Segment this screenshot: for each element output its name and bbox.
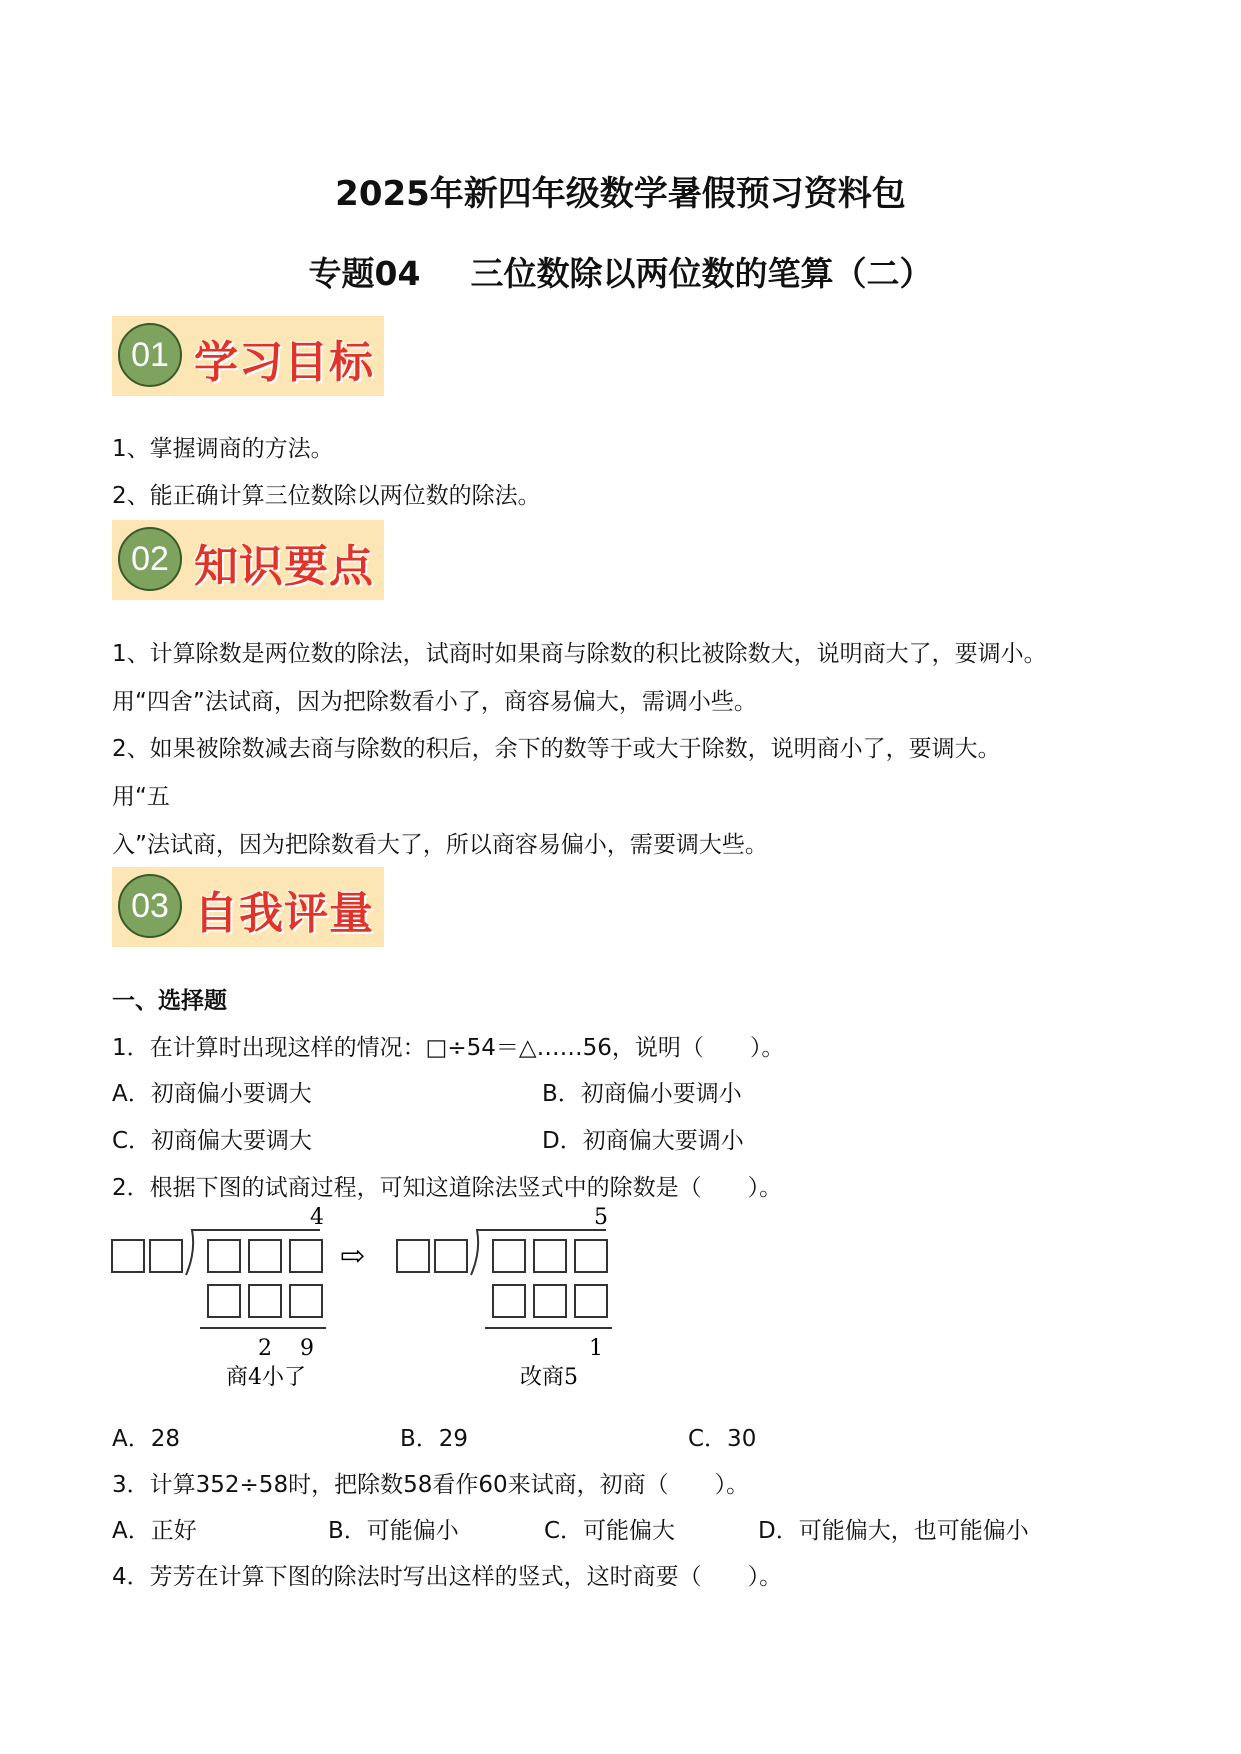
left-division <box>112 1205 326 1390</box>
dividend-box <box>290 1240 322 1272</box>
product-box <box>208 1285 240 1317</box>
section-banner-objectives <box>112 316 384 396</box>
division-bracket <box>471 1230 606 1275</box>
section-title: 自我评量 <box>194 888 374 939</box>
remainder-digit: 9 <box>300 1336 314 1361</box>
main-title: 2025年新四年级数学暑假预习资料包 <box>335 174 906 214</box>
section-number-badge: 03 <box>118 874 182 938</box>
dividend-box <box>575 1240 607 1272</box>
q2-option-a[interactable]: A．28 <box>112 1426 181 1452</box>
question-3-stem: 3．计算352÷58时，把除数58看作60来试商，初商（ ）。 <box>112 1472 750 1498</box>
divisor-box <box>397 1240 429 1272</box>
dividend-box <box>493 1240 525 1272</box>
divisor-box <box>435 1240 467 1272</box>
knowledge-line: 用“五 <box>112 784 170 810</box>
question-1-stem: 1．在计算时出现这样的情况：□÷54＝△……56，说明（ ）。 <box>112 1035 785 1061</box>
right-division <box>397 1205 612 1390</box>
q3-option-a[interactable]: A．正好 <box>112 1518 197 1544</box>
quotient-digit: 4 <box>310 1205 324 1230</box>
q3-option-b[interactable]: B．可能偏小 <box>328 1518 459 1544</box>
q3-option-c[interactable]: C．可能偏大 <box>544 1518 676 1544</box>
dividend-box <box>208 1240 240 1272</box>
product-box <box>493 1285 525 1317</box>
knowledge-line: 2、如果被除数减去商与除数的积后，余下的数等于或大于除数，说明商小了，要调大。 <box>112 736 1001 762</box>
q2-option-c[interactable]: C．30 <box>688 1426 757 1452</box>
q1-option-c[interactable]: C．初商偏大要调大 <box>112 1128 313 1154</box>
section-title: 知识要点 <box>194 541 374 592</box>
product-box <box>290 1285 322 1317</box>
section-number-badge: 02 <box>118 527 182 591</box>
objective-item: 2、能正确计算三位数除以两位数的除法。 <box>112 483 541 509</box>
section-title: 学习目标 <box>194 337 374 388</box>
division-trial-figure <box>100 1200 660 1400</box>
knowledge-line: 用“四舍”法试商，因为把除数看小了，商容易偏大，需调小些。 <box>112 689 757 715</box>
topic-title <box>0 248 1241 295</box>
part-title: 一、选择题 <box>112 988 227 1014</box>
knowledge-line: 1、计算除数是两位数的除法，试商时如果商与除数的积比被除数大，说明商大了，要调小。 <box>112 641 1047 667</box>
product-box <box>249 1285 281 1317</box>
left-caption: 商4小了 <box>226 1365 306 1390</box>
dividend-box <box>249 1240 281 1272</box>
topic-name: 三位数除以两位数的笔算（二） <box>470 254 933 293</box>
q1-option-b[interactable]: B．初商偏小要调小 <box>542 1081 742 1107</box>
section-banner-self-assessment <box>112 867 384 947</box>
transform-arrow-icon: ⇨ <box>340 1239 366 1274</box>
question-2-stem: 2．根据下图的试商过程，可知这道除法竖式中的除数是（ ）。 <box>112 1175 783 1201</box>
divisor-box <box>150 1240 182 1272</box>
product-box <box>575 1285 607 1317</box>
remainder-digit: 1 <box>589 1336 603 1361</box>
question-4-stem: 4．芳芳在计算下图的除法时写出这样的竖式，这时商要（ ）。 <box>112 1564 783 1590</box>
right-caption: 改商5 <box>520 1365 578 1390</box>
product-box <box>534 1285 566 1317</box>
dividend-box <box>534 1240 566 1272</box>
objective-item: 1、掌握调商的方法。 <box>112 436 334 462</box>
q1-option-d[interactable]: D．初商偏大要调小 <box>542 1128 744 1154</box>
q3-option-d[interactable]: D．可能偏大，也可能偏小 <box>758 1518 1029 1544</box>
knowledge-line: 入”法试商，因为把除数看大了，所以商容易偏小，需要调大些。 <box>112 832 768 858</box>
q1-option-a[interactable]: A．初商偏小要调大 <box>112 1081 312 1107</box>
remainder-digit: 2 <box>258 1336 272 1361</box>
topic-number: 专题04 <box>308 254 421 293</box>
division-bracket <box>186 1230 320 1275</box>
divisor-box <box>112 1240 144 1272</box>
quotient-digit: 5 <box>594 1205 608 1230</box>
section-number-badge: 01 <box>118 323 182 387</box>
q2-option-b[interactable]: B．29 <box>400 1426 469 1452</box>
section-banner-knowledge <box>112 520 384 600</box>
